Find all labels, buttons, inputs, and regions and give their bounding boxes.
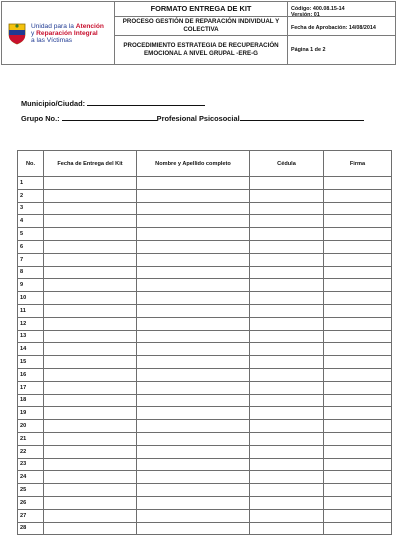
row-number: 11 xyxy=(18,304,44,317)
page-number: Página 1 de 2 xyxy=(288,36,396,65)
fecha-cell[interactable] xyxy=(44,356,137,369)
firma-cell[interactable] xyxy=(324,356,392,369)
nombre-cell[interactable] xyxy=(137,394,250,407)
table-row xyxy=(18,279,392,292)
profesional-label: Profesional Psicosocial xyxy=(156,114,240,123)
col-header-no: No. xyxy=(18,151,44,177)
profesional-input[interactable] xyxy=(240,113,364,121)
table-row xyxy=(18,292,392,305)
row-number: 5 xyxy=(18,228,44,241)
firma-cell[interactable] xyxy=(324,279,392,292)
cedula-cell[interactable] xyxy=(250,253,324,266)
nombre-cell[interactable] xyxy=(137,432,250,445)
row-number: 9 xyxy=(18,279,44,292)
form-code: Código: 400.08.15-14 xyxy=(288,2,396,17)
nombre-cell[interactable] xyxy=(137,279,250,292)
fecha-cell[interactable] xyxy=(44,343,137,356)
nombre-cell[interactable] xyxy=(137,202,250,215)
firma-cell[interactable] xyxy=(324,228,392,241)
nombre-cell[interactable] xyxy=(137,343,250,356)
cedula-cell[interactable] xyxy=(250,215,324,228)
row-number: 20 xyxy=(18,420,44,433)
firma-cell[interactable] xyxy=(324,292,392,305)
table-row xyxy=(18,330,392,343)
cedula-cell[interactable] xyxy=(250,420,324,433)
nombre-cell[interactable] xyxy=(137,266,250,279)
row-number: 8 xyxy=(18,266,44,279)
logo-text-2b: Reparación Integral xyxy=(36,29,98,37)
row-number: 3 xyxy=(18,202,44,215)
cedula-cell[interactable] xyxy=(250,484,324,497)
fecha-cell[interactable] xyxy=(44,215,137,228)
process-name: PROCESO GESTIÓN DE REPARACIÓN INDIVIDUAL Y COLECTIVA xyxy=(115,17,288,36)
logo-cell xyxy=(2,2,115,65)
logo-text-3: a las Víctimas xyxy=(31,36,73,44)
approval-date: Fecha de Aprobación: 14/08/2014 xyxy=(291,25,376,31)
fecha-cell[interactable] xyxy=(44,394,137,407)
firma-cell[interactable] xyxy=(324,484,392,497)
row-number: 28 xyxy=(18,522,44,535)
version-approval-cell xyxy=(288,12,396,36)
firma-cell[interactable] xyxy=(324,330,392,343)
firma-cell[interactable] xyxy=(324,253,392,266)
municipio-input[interactable] xyxy=(87,98,205,106)
table-row xyxy=(18,381,392,394)
row-number: 4 xyxy=(18,215,44,228)
grupo-label: Grupo No.: xyxy=(21,114,60,123)
municipio-label: Municipio/Ciudad: xyxy=(21,99,86,108)
cedula-cell[interactable] xyxy=(250,509,324,522)
firma-cell[interactable] xyxy=(324,189,392,202)
document-header xyxy=(1,1,396,65)
cedula-cell[interactable] xyxy=(250,368,324,381)
nombre-cell[interactable] xyxy=(137,356,250,369)
firma-cell[interactable] xyxy=(324,177,392,190)
table-row xyxy=(18,177,392,190)
fecha-cell[interactable] xyxy=(44,368,137,381)
cedula-cell[interactable] xyxy=(250,471,324,484)
cedula-cell[interactable] xyxy=(250,343,324,356)
fecha-cell[interactable] xyxy=(44,253,137,266)
firma-cell[interactable] xyxy=(324,407,392,420)
form-fields xyxy=(21,98,364,128)
row-number: 7 xyxy=(18,253,44,266)
row-number: 6 xyxy=(18,240,44,253)
table-row xyxy=(18,266,392,279)
cedula-cell[interactable] xyxy=(250,394,324,407)
firma-cell[interactable] xyxy=(324,509,392,522)
col-header-fecha: Fecha de Entrega del Kit xyxy=(44,151,137,177)
row-number: 2 xyxy=(18,189,44,202)
nombre-cell[interactable] xyxy=(137,496,250,509)
nombre-cell[interactable] xyxy=(137,317,250,330)
firma-cell[interactable] xyxy=(324,266,392,279)
fecha-cell[interactable] xyxy=(44,266,137,279)
fecha-cell[interactable] xyxy=(44,484,137,497)
firma-cell[interactable] xyxy=(324,343,392,356)
row-number: 13 xyxy=(18,330,44,343)
grupo-line xyxy=(21,113,364,123)
nombre-cell[interactable] xyxy=(137,522,250,535)
table-row xyxy=(18,394,392,407)
table-row xyxy=(18,522,392,535)
nombre-cell[interactable] xyxy=(137,292,250,305)
table-row xyxy=(18,356,392,369)
row-number: 1 xyxy=(18,177,44,190)
fecha-cell[interactable] xyxy=(44,330,137,343)
firma-cell[interactable] xyxy=(324,240,392,253)
cedula-cell[interactable] xyxy=(250,177,324,190)
row-number: 21 xyxy=(18,432,44,445)
cedula-cell[interactable] xyxy=(250,407,324,420)
cedula-cell[interactable] xyxy=(250,496,324,509)
fecha-cell[interactable] xyxy=(44,304,137,317)
firma-cell[interactable] xyxy=(324,317,392,330)
row-number: 16 xyxy=(18,368,44,381)
col-header-firma: Firma xyxy=(324,151,392,177)
fecha-cell[interactable] xyxy=(44,445,137,458)
firma-cell[interactable] xyxy=(324,215,392,228)
nombre-cell[interactable] xyxy=(137,381,250,394)
table-row xyxy=(18,496,392,509)
fecha-cell[interactable] xyxy=(44,509,137,522)
fecha-cell[interactable] xyxy=(44,317,137,330)
nombre-cell[interactable] xyxy=(137,215,250,228)
row-number: 27 xyxy=(18,509,44,522)
firma-cell[interactable] xyxy=(324,496,392,509)
firma-cell[interactable] xyxy=(324,368,392,381)
row-number: 10 xyxy=(18,292,44,305)
nombre-cell[interactable] xyxy=(137,458,250,471)
cedula-cell[interactable] xyxy=(250,189,324,202)
row-number: 14 xyxy=(18,343,44,356)
table-row xyxy=(18,368,392,381)
nombre-cell[interactable] xyxy=(137,509,250,522)
table-row xyxy=(18,509,392,522)
cedula-cell[interactable] xyxy=(250,381,324,394)
nombre-cell[interactable] xyxy=(137,368,250,381)
form-version: Versión: 01 xyxy=(291,12,320,18)
cedula-cell[interactable] xyxy=(250,279,324,292)
cedula-cell[interactable] xyxy=(250,228,324,241)
fecha-cell[interactable] xyxy=(44,189,137,202)
row-number: 23 xyxy=(18,458,44,471)
table-row xyxy=(18,432,392,445)
table-row xyxy=(18,215,392,228)
nombre-cell[interactable] xyxy=(137,330,250,343)
firma-cell[interactable] xyxy=(324,381,392,394)
table-row xyxy=(18,228,392,241)
cedula-cell[interactable] xyxy=(250,522,324,535)
firma-cell[interactable] xyxy=(324,420,392,433)
firma-cell[interactable] xyxy=(324,458,392,471)
grupo-input[interactable] xyxy=(62,113,157,121)
row-number: 22 xyxy=(18,445,44,458)
row-number: 26 xyxy=(18,496,44,509)
table-row xyxy=(18,420,392,433)
row-number: 15 xyxy=(18,356,44,369)
firma-cell[interactable] xyxy=(324,522,392,535)
colombia-coat-of-arms-icon xyxy=(6,21,28,45)
cedula-cell[interactable] xyxy=(250,458,324,471)
firma-cell[interactable] xyxy=(324,394,392,407)
table-row xyxy=(18,304,392,317)
firma-cell[interactable] xyxy=(324,202,392,215)
row-number: 17 xyxy=(18,381,44,394)
firma-cell[interactable] xyxy=(324,445,392,458)
nombre-cell[interactable] xyxy=(137,407,250,420)
fecha-cell[interactable] xyxy=(44,177,137,190)
fecha-cell[interactable] xyxy=(44,471,137,484)
table-row xyxy=(18,343,392,356)
table-row xyxy=(18,484,392,497)
fecha-cell[interactable] xyxy=(44,381,137,394)
cedula-cell[interactable] xyxy=(250,432,324,445)
delivery-table xyxy=(17,150,392,535)
table-row xyxy=(18,189,392,202)
fecha-cell[interactable] xyxy=(44,420,137,433)
fecha-cell[interactable] xyxy=(44,496,137,509)
fecha-cell[interactable] xyxy=(44,279,137,292)
firma-cell[interactable] xyxy=(324,304,392,317)
fecha-cell[interactable] xyxy=(44,228,137,241)
cedula-cell[interactable] xyxy=(250,356,324,369)
cedula-cell[interactable] xyxy=(250,304,324,317)
cedula-cell[interactable] xyxy=(250,292,324,305)
cedula-cell[interactable] xyxy=(250,330,324,343)
cedula-cell[interactable] xyxy=(250,445,324,458)
nombre-cell[interactable] xyxy=(137,445,250,458)
cedula-cell[interactable] xyxy=(250,202,324,215)
table-row xyxy=(18,317,392,330)
row-number: 12 xyxy=(18,317,44,330)
unidad-victimas-logo xyxy=(2,21,114,45)
table-row xyxy=(18,407,392,420)
col-header-cedula: Cédula xyxy=(250,151,324,177)
table-row xyxy=(18,458,392,471)
nombre-cell[interactable] xyxy=(137,253,250,266)
logo-text-2a: y xyxy=(31,29,37,37)
row-number: 19 xyxy=(18,407,44,420)
fecha-cell[interactable] xyxy=(44,407,137,420)
fecha-cell[interactable] xyxy=(44,458,137,471)
procedure-name: PROCEDIMIENTO ESTRATEGIA DE RECUPERACIÓN EMOCIONAL A NIVEL GRUPAL -ERE-G xyxy=(115,36,288,65)
municipio-line xyxy=(21,98,364,108)
row-number: 25 xyxy=(18,484,44,497)
logo-text-1b: Atención xyxy=(75,22,104,30)
cedula-cell[interactable] xyxy=(250,240,324,253)
table-row xyxy=(18,253,392,266)
nombre-cell[interactable] xyxy=(137,189,250,202)
logo-text-1a: Unidad para la xyxy=(31,22,76,30)
table-row xyxy=(18,445,392,458)
fecha-cell[interactable] xyxy=(44,240,137,253)
nombre-cell[interactable] xyxy=(137,420,250,433)
form-title: FORMATO ENTREGA DE KIT xyxy=(115,2,288,17)
fecha-cell[interactable] xyxy=(44,292,137,305)
fecha-cell[interactable] xyxy=(44,522,137,535)
cedula-cell[interactable] xyxy=(250,266,324,279)
nombre-cell[interactable] xyxy=(137,471,250,484)
row-number: 18 xyxy=(18,394,44,407)
fecha-cell[interactable] xyxy=(44,432,137,445)
nombre-cell[interactable] xyxy=(137,484,250,497)
table-row xyxy=(18,471,392,484)
nombre-cell[interactable] xyxy=(137,240,250,253)
col-header-nombre: Nombre y Apellido completo xyxy=(137,151,250,177)
firma-cell[interactable] xyxy=(324,471,392,484)
table-row xyxy=(18,240,392,253)
row-number: 24 xyxy=(18,471,44,484)
nombre-cell[interactable] xyxy=(137,177,250,190)
nombre-cell[interactable] xyxy=(137,304,250,317)
cedula-cell[interactable] xyxy=(250,317,324,330)
table-header-row xyxy=(18,151,392,177)
table-row xyxy=(18,202,392,215)
fecha-cell[interactable] xyxy=(44,202,137,215)
nombre-cell[interactable] xyxy=(137,228,250,241)
firma-cell[interactable] xyxy=(324,432,392,445)
